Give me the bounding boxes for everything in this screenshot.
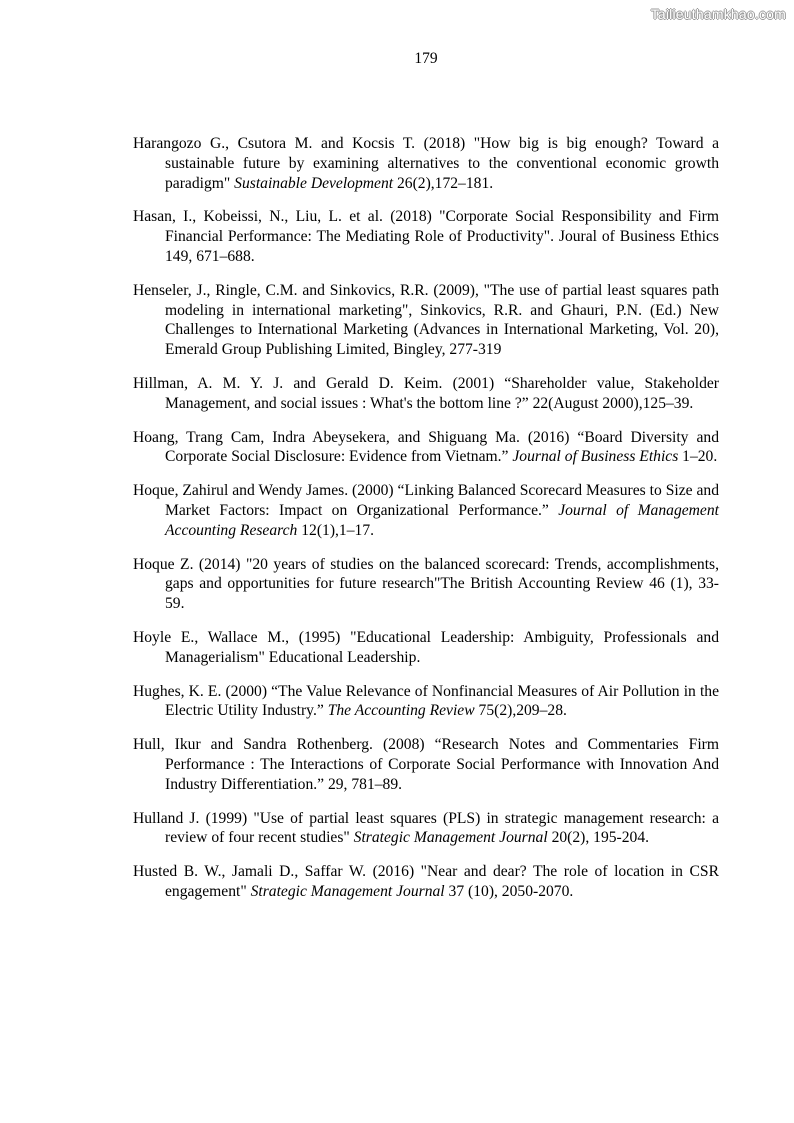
reference-text: Hull, Ikur and Sandra Rothenberg. (2008) “Research Notes and Commentaries Firm Performance : The Interactions of Corporate Social Performance with Innovation And Industry Differentiation.” 29, 781–89. [133,736,719,793]
reference-entry [133,555,719,614]
reference-text: Harangozo G., Csutora M. and Kocsis T. (2018) "How big is big enough? Toward a sustainable future by examining alternatives to the conventional economic growth paradigm" [133,135,719,192]
reference-text-tail: 75(2),209–28. [474,702,567,720]
watermark-text: Tailieuthamkhao.com [650,6,786,22]
reference-entry [133,862,719,902]
reference-journal: Journal of Business Ethics [512,448,679,466]
reference-entry [133,134,719,193]
reference-entry [133,481,719,540]
reference-journal: The Accounting Review [327,702,475,720]
reference-entry [133,735,719,794]
reference-text: Hoang, Trang Cam, Indra Abeysekera, and Shiguang Ma. (2016) “Board Diversity and Corporate Social Disclosure: Evidence from Vietnam.” [133,428,719,466]
reference-entry [133,207,719,266]
reference-list [133,134,719,916]
reference-text: Hasan, I., Kobeissi, N., Liu, L. et al. (2018) "Corporate Social Responsibility and Firm Financial Performance: The Mediating Role of Productivity". Joural of Business Ethics 149, 671–688. [133,208,719,265]
reference-text: Husted B. W., Jamali D., Saffar W. (2016) "Near and dear? The role of location in CSR engagement" [133,863,719,900]
reference-journal: Sustainable Development [234,174,394,192]
reference-text-tail: 20(2), 195-204. [547,829,650,847]
reference-text-tail: 26(2),172–181. [393,174,494,192]
reference-text-tail: 12(1),1–17. [297,521,375,539]
reference-entry [133,628,719,668]
reference-entry [133,809,719,849]
reference-journal: Strategic Management Journal [250,882,445,900]
reference-entry [133,374,719,414]
reference-text: Henseler, J., Ringle, C.M. and Sinkovics, R.R. (2009), "The use of partial least squares path modeling in international marketing", Sinkovics, R.R. and Ghauri, P.N. (Ed.) New Challenges to International Marketing (Advances in International Marketing, Vol. 20), Emerald Group Publishing Limited, Bingley, 277-319 [133,281,719,359]
reference-text: Hoque Z. (2014) "20 years of studies on the balanced scorecard: Trends, accomplishments, gaps and opportunities for future research"The British Accounting Review 46 (1), 33-59. [133,555,719,613]
reference-text: Hoque, Zahirul and Wendy James. (2000) “Linking Balanced Scorecard Measures to Size and Market Factors: Impact on Organizational Performance.” [133,482,719,519]
reference-journal: Strategic Management Journal [353,829,548,847]
reference-text: Hillman, A. M. Y. J. and Gerald D. Keim. (2001) “Shareholder value, Stakeholder Management, and social issues : What's the bottom line ?” 22(August 2000),125–39. [133,374,719,412]
reference-entry [133,682,719,722]
reference-text-tail: 1–20. [678,448,718,466]
page-number: 179 [414,50,438,67]
reference-text: Hughes, K. E. (2000) “The Value Relevance of Nonfinancial Measures of Air Pollution in the Electric Utility Industry.” [133,682,719,720]
reference-journal: Journal of Management Accounting Research [165,501,719,539]
reference-text: Hulland J. (1999) "Use of partial least squares (PLS) in strategic management research: a review of four recent studies" [133,809,719,847]
reference-entry [133,428,719,468]
reference-text-tail: 37 (10), 2050-2070. [444,882,574,900]
reference-entry [133,281,719,360]
reference-text: Hoyle E., Wallace M., (1995) "Educational Leadership: Ambiguity, Professionals and Managerialism" Educational Leadership. [133,628,719,666]
